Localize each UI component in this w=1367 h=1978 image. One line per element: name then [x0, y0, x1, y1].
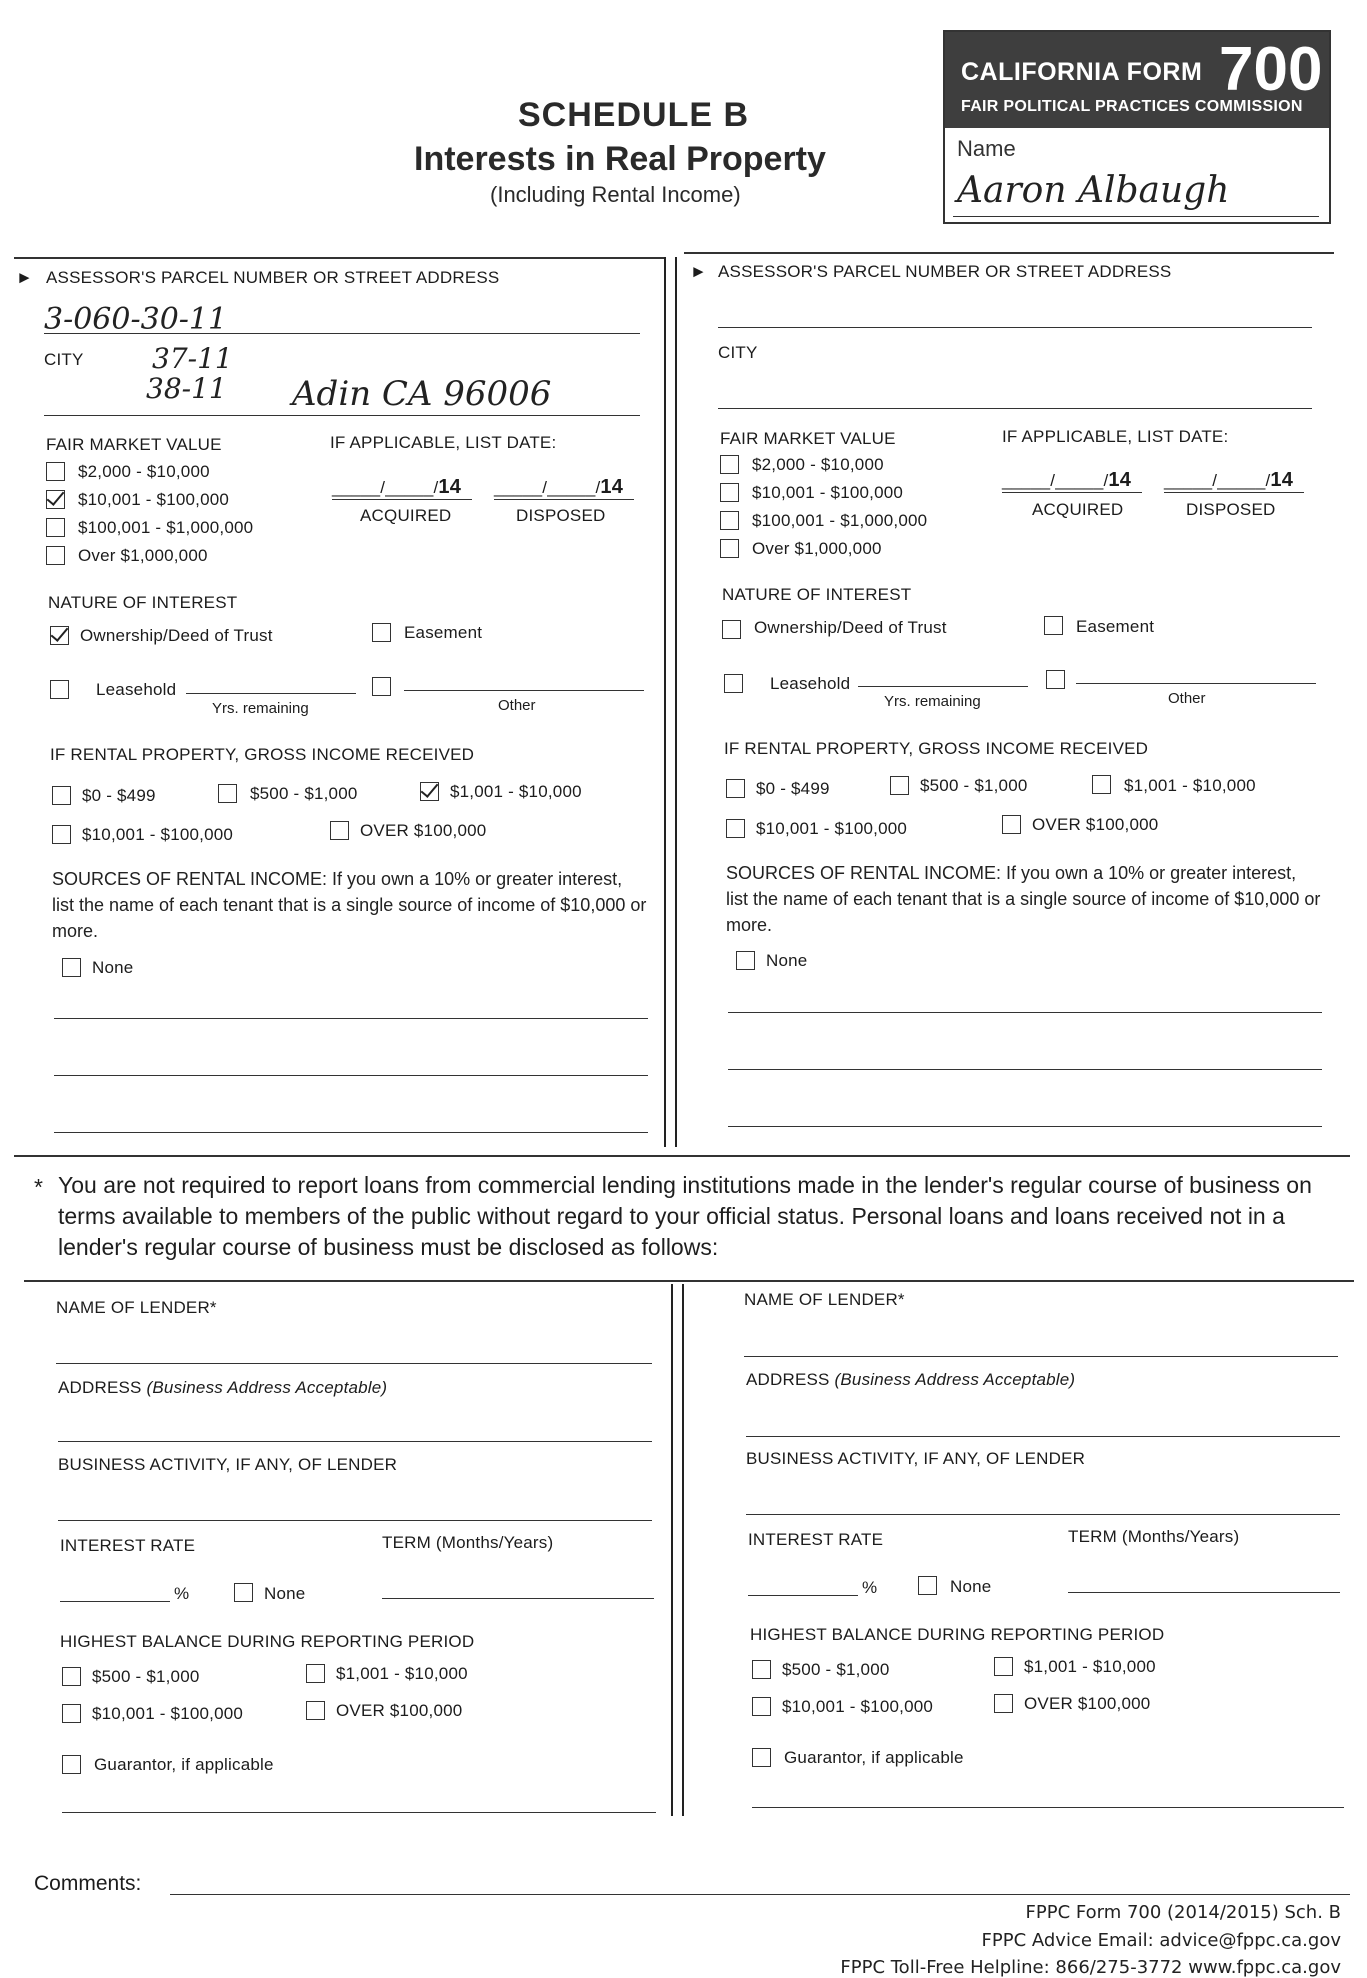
- balance-option-4: OVER $100,000: [1024, 1694, 1151, 1713]
- tenant-line-3[interactable]: [54, 1132, 648, 1133]
- income-option-1: $0 - $499: [756, 779, 830, 798]
- income-checkbox-4[interactable]: [52, 825, 71, 844]
- term-line[interactable]: [1068, 1592, 1340, 1593]
- form-id-band: [945, 32, 1329, 128]
- other-checkbox[interactable]: [372, 677, 391, 696]
- california-form-label: CALIFORNIA FORM: [961, 58, 1203, 86]
- disposed-date[interactable]: _____/_____/14: [494, 476, 624, 498]
- income-option-2: $500 - $1,000: [920, 776, 1028, 795]
- sources-none-checkbox[interactable]: [62, 958, 81, 977]
- disposed-label: DISPOSED: [516, 506, 606, 525]
- city-value[interactable]: Adin CA 96006: [292, 374, 552, 414]
- interest-rate-label: INTEREST RATE: [748, 1530, 884, 1549]
- balance-option-2: $1,001 - $10,000: [1024, 1657, 1156, 1676]
- address-line[interactable]: [58, 1441, 652, 1442]
- fmv-option-1: $2,000 - $10,000: [752, 455, 884, 474]
- fmv-option-3: $100,001 - $1,000,000: [752, 511, 928, 530]
- footer-form-id: FPPC Form 700 (2014/2015) Sch. B: [1025, 1902, 1341, 1923]
- lender-name-line[interactable]: [744, 1356, 1338, 1357]
- income-option-5: OVER $100,000: [360, 821, 487, 840]
- name-signature: Aaron Albaugh: [957, 170, 1230, 211]
- leasehold-label: Leasehold: [770, 674, 851, 693]
- balance-checkbox-2[interactable]: [994, 1657, 1013, 1676]
- fmv-checkbox-2[interactable]: [720, 483, 739, 502]
- form-number: 700: [1219, 35, 1323, 104]
- business-activity-line[interactable]: [746, 1514, 1340, 1515]
- footer-helpline: FPPC Toll-Free Helpline: 866/275-3772 www.fppc.ca.gov: [840, 1957, 1341, 1978]
- balance-checkbox-4[interactable]: [306, 1701, 325, 1720]
- term-label: TERM (Months/Years): [382, 1533, 554, 1552]
- income-checkbox-5[interactable]: [1002, 815, 1021, 834]
- balance-option-4: OVER $100,000: [336, 1701, 463, 1720]
- city-label: CITY: [718, 343, 758, 362]
- easement-label: Easement: [1076, 617, 1155, 636]
- address-line[interactable]: [746, 1436, 1340, 1437]
- disposed-label: DISPOSED: [1186, 500, 1276, 519]
- leasehold-checkbox[interactable]: [50, 680, 69, 699]
- sources-text: SOURCES OF RENTAL INCOME: If you own a 10% or greater interest, list the name of each tenant that is a single source of income of $10,000 or more.: [726, 863, 1321, 935]
- fmv-checkbox-4[interactable]: [46, 546, 65, 565]
- income-checkbox-5[interactable]: [330, 821, 349, 840]
- city-input-line[interactable]: [718, 408, 1312, 409]
- business-activity-line[interactable]: [58, 1520, 652, 1521]
- income-checkbox-4[interactable]: [726, 819, 745, 838]
- income-checkbox-1[interactable]: [726, 779, 745, 798]
- fmv-checkbox-1[interactable]: [720, 455, 739, 474]
- fmv-checkbox-3[interactable]: [46, 518, 65, 537]
- yrs-remaining-label: Yrs. remaining: [212, 700, 309, 717]
- balance-option-3: $10,001 - $100,000: [92, 1704, 244, 1723]
- ownership-label: Ownership/Deed of Trust: [80, 626, 273, 645]
- form-id-box: [943, 30, 1331, 224]
- income-option-3: $1,001 - $10,000: [450, 782, 582, 801]
- section-top-rule-right: [684, 252, 1334, 254]
- arrow-icon: ►: [690, 262, 708, 281]
- tenant-line-2[interactable]: [728, 1069, 1322, 1070]
- balance-checkbox-4[interactable]: [994, 1694, 1013, 1713]
- loan-note-asterisk: *: [34, 1174, 43, 1200]
- acquired-date[interactable]: _____/_____/14: [332, 476, 462, 498]
- income-checkbox-1[interactable]: [52, 786, 71, 805]
- rental-income-label: IF RENTAL PROPERTY, GROSS INCOME RECEIVED: [50, 745, 475, 764]
- parcel-input-line[interactable]: [718, 327, 1312, 328]
- loan-divider-right: [682, 1284, 684, 1816]
- rate-none-checkbox[interactable]: [918, 1576, 937, 1595]
- interest-rate-line[interactable]: [60, 1601, 170, 1602]
- income-checkbox-3[interactable]: [420, 782, 439, 801]
- interest-rate-label: INTEREST RATE: [60, 1536, 196, 1555]
- sources-none-checkbox[interactable]: [736, 951, 755, 970]
- highest-balance-label: HIGHEST BALANCE DURING REPORTING PERIOD: [60, 1632, 475, 1651]
- parcel-extra-1: 37-11: [152, 342, 233, 375]
- fmv-checkbox-3[interactable]: [720, 511, 739, 530]
- percent-label: %: [174, 1584, 190, 1603]
- balance-option-3: $10,001 - $100,000: [782, 1697, 934, 1716]
- other-label: Other: [498, 697, 536, 714]
- fmv-checkbox-2[interactable]: [46, 490, 65, 509]
- percent-label: %: [862, 1578, 878, 1597]
- sources-none-label: None: [766, 951, 808, 970]
- ownership-checkbox[interactable]: [722, 620, 741, 639]
- balance-checkbox-3[interactable]: [62, 1704, 81, 1723]
- easement-checkbox[interactable]: [372, 623, 391, 642]
- footer-advice-email: FPPC Advice Email: advice@fppc.ca.gov: [981, 1930, 1341, 1951]
- rate-none-checkbox[interactable]: [234, 1583, 253, 1602]
- balance-checkbox-1[interactable]: [752, 1660, 771, 1679]
- fmv-label: FAIR MARKET VALUE: [720, 429, 896, 448]
- parcel-value[interactable]: 3-060-30-11: [44, 302, 228, 337]
- leasehold-label: Leasehold: [96, 680, 177, 699]
- balance-option-1: $500 - $1,000: [782, 1660, 890, 1679]
- disposed-date[interactable]: _____/_____/14: [1164, 469, 1294, 491]
- sources-none-label: None: [92, 958, 134, 977]
- lender-name-label: NAME OF LENDER*: [56, 1298, 217, 1317]
- income-option-3: $1,001 - $10,000: [1124, 776, 1256, 795]
- balance-checkbox-1[interactable]: [62, 1667, 81, 1686]
- acquired-label: ACQUIRED: [1032, 500, 1124, 519]
- loan-divider-left: [671, 1284, 673, 1816]
- income-option-1: $0 - $499: [82, 786, 156, 805]
- list-date-label: IF APPLICABLE, LIST DATE:: [1002, 427, 1229, 446]
- nature-label: NATURE OF INTEREST: [48, 593, 238, 612]
- balance-checkbox-3[interactable]: [752, 1697, 771, 1716]
- income-option-5: OVER $100,000: [1032, 815, 1159, 834]
- yrs-remaining-label: Yrs. remaining: [884, 693, 981, 710]
- fmv-option-1: $2,000 - $10,000: [78, 462, 210, 481]
- fmv-checkbox-1[interactable]: [46, 462, 65, 481]
- highest-balance-label: HIGHEST BALANCE DURING REPORTING PERIOD: [750, 1625, 1165, 1644]
- other-checkbox[interactable]: [1046, 670, 1065, 689]
- other-label: Other: [1168, 690, 1206, 707]
- nature-label: NATURE OF INTEREST: [722, 585, 912, 604]
- term-line[interactable]: [382, 1598, 654, 1599]
- income-checkbox-2[interactable]: [218, 784, 237, 803]
- term-label: TERM (Months/Years): [1068, 1527, 1240, 1546]
- column-divider-left: [664, 257, 666, 1147]
- guarantor-label: Guarantor, if applicable: [94, 1755, 274, 1774]
- balance-checkbox-2[interactable]: [306, 1664, 325, 1683]
- income-option-4: $10,001 - $100,000: [82, 825, 234, 844]
- sources-text: SOURCES OF RENTAL INCOME: If you own a 10% or greater interest, list the name of each tenant that is a single source of income of $10,000 or more.: [52, 869, 647, 941]
- comments-line[interactable]: [170, 1894, 1350, 1895]
- column-divider-right: [675, 257, 677, 1147]
- fmv-option-2: $10,001 - $100,000: [78, 490, 230, 509]
- acquired-date[interactable]: _____/_____/14: [1002, 469, 1132, 491]
- tenant-line-2[interactable]: [54, 1075, 648, 1076]
- income-checkbox-2[interactable]: [890, 776, 909, 795]
- leasehold-checkbox[interactable]: [724, 674, 743, 693]
- schedule-label: SCHEDULE B: [518, 96, 750, 134]
- guarantor-checkbox[interactable]: [62, 1755, 81, 1774]
- fmv-label: FAIR MARKET VALUE: [46, 435, 222, 454]
- page-title: Interests in Real Property: [414, 140, 826, 178]
- parcel-label: ASSESSOR'S PARCEL NUMBER OR STREET ADDRESS: [718, 262, 1172, 281]
- income-option-2: $500 - $1,000: [250, 784, 358, 803]
- list-date-label: IF APPLICABLE, LIST DATE:: [330, 433, 557, 452]
- comments-label: Comments:: [34, 1872, 142, 1895]
- address-label: ADDRESS (Business Address Acceptable): [746, 1370, 1076, 1389]
- balance-option-1: $500 - $1,000: [92, 1667, 200, 1686]
- easement-label: Easement: [404, 623, 483, 642]
- lender-name-label: NAME OF LENDER*: [744, 1290, 905, 1309]
- fmv-option-2: $10,001 - $100,000: [752, 483, 904, 502]
- tenant-line-1[interactable]: [54, 1018, 648, 1019]
- name-label: Name: [957, 136, 1016, 161]
- rate-none-label: None: [950, 1577, 992, 1596]
- acquired-label: ACQUIRED: [360, 506, 452, 525]
- balance-option-2: $1,001 - $10,000: [336, 1664, 468, 1683]
- arrow-icon: ►: [16, 268, 34, 287]
- interest-rate-line[interactable]: [748, 1595, 858, 1596]
- income-checkbox-3[interactable]: [1092, 775, 1111, 794]
- business-activity-label: BUSINESS ACTIVITY, IF ANY, OF LENDER: [58, 1455, 398, 1474]
- lender-name-line[interactable]: [56, 1363, 652, 1364]
- ownership-checkbox[interactable]: [50, 626, 69, 645]
- commission-label: FAIR POLITICAL PRACTICES COMMISSION: [961, 98, 1303, 115]
- loan-note: You are not required to report loans from commercial lending institutions made in the lender's regular course of business on terms available to members of the public without regard to your official status. Personal loans and loans received not in a lender's regular course of business must be disclosed as follows:: [58, 1172, 1312, 1260]
- fmv-option-4: Over $1,000,000: [78, 546, 208, 565]
- guarantor-line[interactable]: [62, 1812, 656, 1813]
- city-label: CITY: [44, 350, 84, 369]
- rental-income-label: IF RENTAL PROPERTY, GROSS INCOME RECEIVED: [724, 739, 1149, 758]
- ownership-label: Ownership/Deed of Trust: [754, 618, 947, 637]
- fmv-checkbox-4[interactable]: [720, 539, 739, 558]
- fmv-option-4: Over $1,000,000: [752, 539, 882, 558]
- business-activity-label: BUSINESS ACTIVITY, IF ANY, OF LENDER: [746, 1449, 1086, 1468]
- loan-section-rule: [14, 1155, 1350, 1157]
- guarantor-checkbox[interactable]: [752, 1748, 771, 1767]
- income-option-4: $10,001 - $100,000: [756, 819, 908, 838]
- parcel-label: ASSESSOR'S PARCEL NUMBER OR STREET ADDRESS: [46, 268, 500, 287]
- fmv-option-3: $100,001 - $1,000,000: [78, 518, 254, 537]
- parcel-extra-2: 38-11: [146, 372, 227, 405]
- tenant-line-3[interactable]: [728, 1126, 1322, 1127]
- guarantor-line[interactable]: [752, 1807, 1344, 1808]
- address-label: ADDRESS (Business Address Acceptable): [58, 1378, 388, 1397]
- rate-none-label: None: [264, 1584, 306, 1603]
- easement-checkbox[interactable]: [1044, 616, 1063, 635]
- guarantor-label: Guarantor, if applicable: [784, 1748, 964, 1767]
- tenant-line-1[interactable]: [728, 1012, 1322, 1013]
- section-top-rule-left: [14, 257, 666, 259]
- page-subtitle: (Including Rental Income): [490, 182, 741, 207]
- loan-note-rule: [24, 1280, 1354, 1282]
